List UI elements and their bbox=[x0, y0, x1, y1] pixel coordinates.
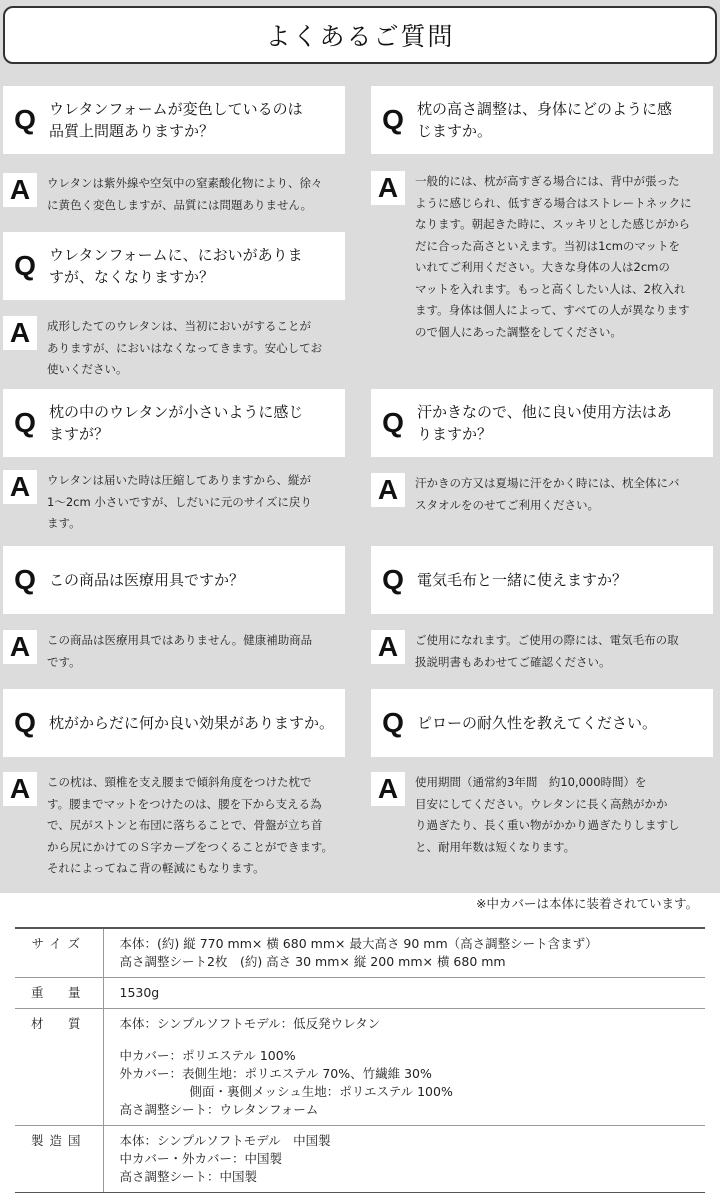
a-mark: A bbox=[371, 171, 405, 205]
answer-block bbox=[371, 473, 680, 516]
q-mark: Q bbox=[382, 564, 404, 595]
a-mark: A bbox=[371, 473, 405, 507]
a-mark: A bbox=[3, 316, 37, 350]
question-box bbox=[3, 689, 345, 757]
question-text: 電気毛布と一緒に使えますか？ bbox=[417, 571, 628, 589]
a-mark: A bbox=[3, 772, 37, 806]
q-mark: Q bbox=[14, 250, 36, 281]
answer-block bbox=[371, 171, 692, 343]
answer-text: 使用期間（通常約3年間 約10,000時間）を 目安にしてください。ウレタンに長く高熱がかか り過ぎたり、長く重い物がかかり過ぎたりしますし と、耐用年数は短くなります。 bbox=[415, 775, 680, 854]
question-text: 枕がからだに何か良い効果がありますか。 bbox=[49, 714, 335, 732]
q-mark: Q bbox=[14, 407, 36, 438]
answer-block bbox=[3, 173, 323, 216]
a-mark: A bbox=[371, 630, 405, 664]
spec-label: 材 質 bbox=[15, 1009, 103, 1126]
question-text: ウレタンフォームが変色しているのは 品質上問題ありますか？ bbox=[49, 100, 303, 140]
question-text: 汗かきなので、他に良い使用方法はあ りますか？ bbox=[417, 403, 672, 443]
answer-text: この商品は医療用具ではありません。健康補助商品 です。 bbox=[47, 633, 313, 669]
answer-block bbox=[3, 316, 322, 381]
spec-row-material bbox=[15, 1009, 705, 1126]
title-banner bbox=[3, 6, 717, 64]
answer-block bbox=[3, 470, 312, 535]
question-box bbox=[371, 389, 713, 457]
a-mark: A bbox=[3, 173, 37, 207]
answer-text: ウレタンは届いた時は圧縮してありますから、縦が 1～2cm 小さいですが、しだいに元のサイズに戻り ます。 bbox=[47, 473, 312, 530]
answer-block bbox=[371, 630, 679, 673]
spec-value: 本体：(約) 縦 770 mm× 横 680 mm× 最大高さ 90 mm（高さ調整シート含まず） 高さ調整シート2枚 (約) 高さ 30 mm× 縦 200 mm× 横 680 mm bbox=[119, 936, 598, 969]
question-text: 枕の中のウレタンが小さいように感じ ますが？ bbox=[49, 403, 304, 443]
question-box bbox=[3, 389, 345, 457]
question-box bbox=[371, 546, 713, 614]
answer-block bbox=[3, 630, 312, 673]
a-mark: A bbox=[3, 470, 37, 504]
answer-text: 成形したてのウレタンは、当初においがすることが ありますが、においはなくなってきます。安心してお 使いください。 bbox=[47, 319, 323, 376]
answer-text: この枕は、頸椎を支え腰まで傾斜角度をつけた枕で す。腰までマットをつけたのは、腰を下から支える為 で、尻がストンと布団に落ちることで、骨盤が立ち首 から尻にかけてのＳ字カーブをつくることができます。 それによってねこ背の軽減にもなります。 bbox=[47, 775, 334, 875]
spec-row-weight bbox=[15, 978, 705, 1009]
question-box bbox=[3, 86, 345, 154]
q-mark: Q bbox=[382, 407, 404, 438]
answer-block bbox=[3, 772, 333, 880]
question-text: ウレタンフォームに、においがありま すが、なくなりますか？ bbox=[49, 246, 303, 286]
spec-row-size bbox=[15, 928, 705, 978]
a-mark: A bbox=[3, 630, 37, 664]
spec-table bbox=[15, 927, 705, 1193]
a-mark: A bbox=[371, 772, 405, 806]
answer-text: 汗かきの方又は夏場に汗をかく時には、枕全体にバ スタオルをのせてご利用ください。 bbox=[415, 476, 680, 512]
q-mark: Q bbox=[382, 104, 404, 135]
spec-label: サイズ bbox=[15, 928, 103, 978]
spec-value: 本体：シンプルソフトモデル：低反発ウレタン 中カバー：ポリエステル 100% 外カバー：表側生地：ポリエステル 70%、竹繊維 30% 側面・裏側メッシュ生地：ポリエステル 100% 高さ調整シート：ウレタンフォーム bbox=[119, 1016, 453, 1117]
answer-text: ウレタンは紫外線や空気中の窒素酸化物により、徐々 に黄色く変色しますが、品質には問題ありません。 bbox=[47, 176, 323, 212]
spec-label: 製造国 bbox=[15, 1126, 103, 1193]
question-box bbox=[371, 689, 713, 757]
question-box bbox=[3, 232, 345, 300]
answer-text: ご使用になれます。ご使用の際には、電気毛布の取 扱説明書もあわせてご確認ください。 bbox=[415, 633, 679, 669]
question-text: ピローの耐久性を教えてください。 bbox=[417, 714, 658, 732]
q-mark: Q bbox=[14, 104, 36, 135]
spec-label: 重 量 bbox=[15, 978, 103, 1009]
answer-text: 一般的には、枕が高すぎる場合には、背中が張った ように感じられ、低すぎる場合はストレートネックに なります。朝起きた時に、スッキリとした感じがから だに合った高さといえます。当初は1cmのマットを いれてご利用ください。大きな身体の人は2cmの マットを入れます。もっと高くしたい人は、2枚入れ ます。身体は個人によって、すべての人が異なります ので個人にあった調整をしてください。 bbox=[415, 174, 692, 339]
spec-value: 本体：シンプルソフトモデル 中国製 中カバー・外カバー：中国製 高さ調整シート：中国製 bbox=[119, 1133, 331, 1184]
page-title: よくあるご質問 bbox=[265, 22, 455, 51]
question-text: 枕の高さ調整は、身体にどのように感 じますか。 bbox=[417, 100, 673, 140]
q-mark: Q bbox=[382, 707, 404, 738]
question-box bbox=[3, 546, 345, 614]
spec-value: 1530g bbox=[119, 985, 160, 1000]
q-mark: Q bbox=[14, 707, 36, 738]
answer-block bbox=[371, 772, 680, 858]
cover-note: ※中カバーは本体に装着されています。 bbox=[476, 896, 698, 911]
q-mark: Q bbox=[14, 564, 36, 595]
question-text: この商品は医療用具ですか？ bbox=[49, 571, 245, 589]
question-box bbox=[371, 86, 713, 154]
spec-row-origin bbox=[15, 1126, 705, 1193]
